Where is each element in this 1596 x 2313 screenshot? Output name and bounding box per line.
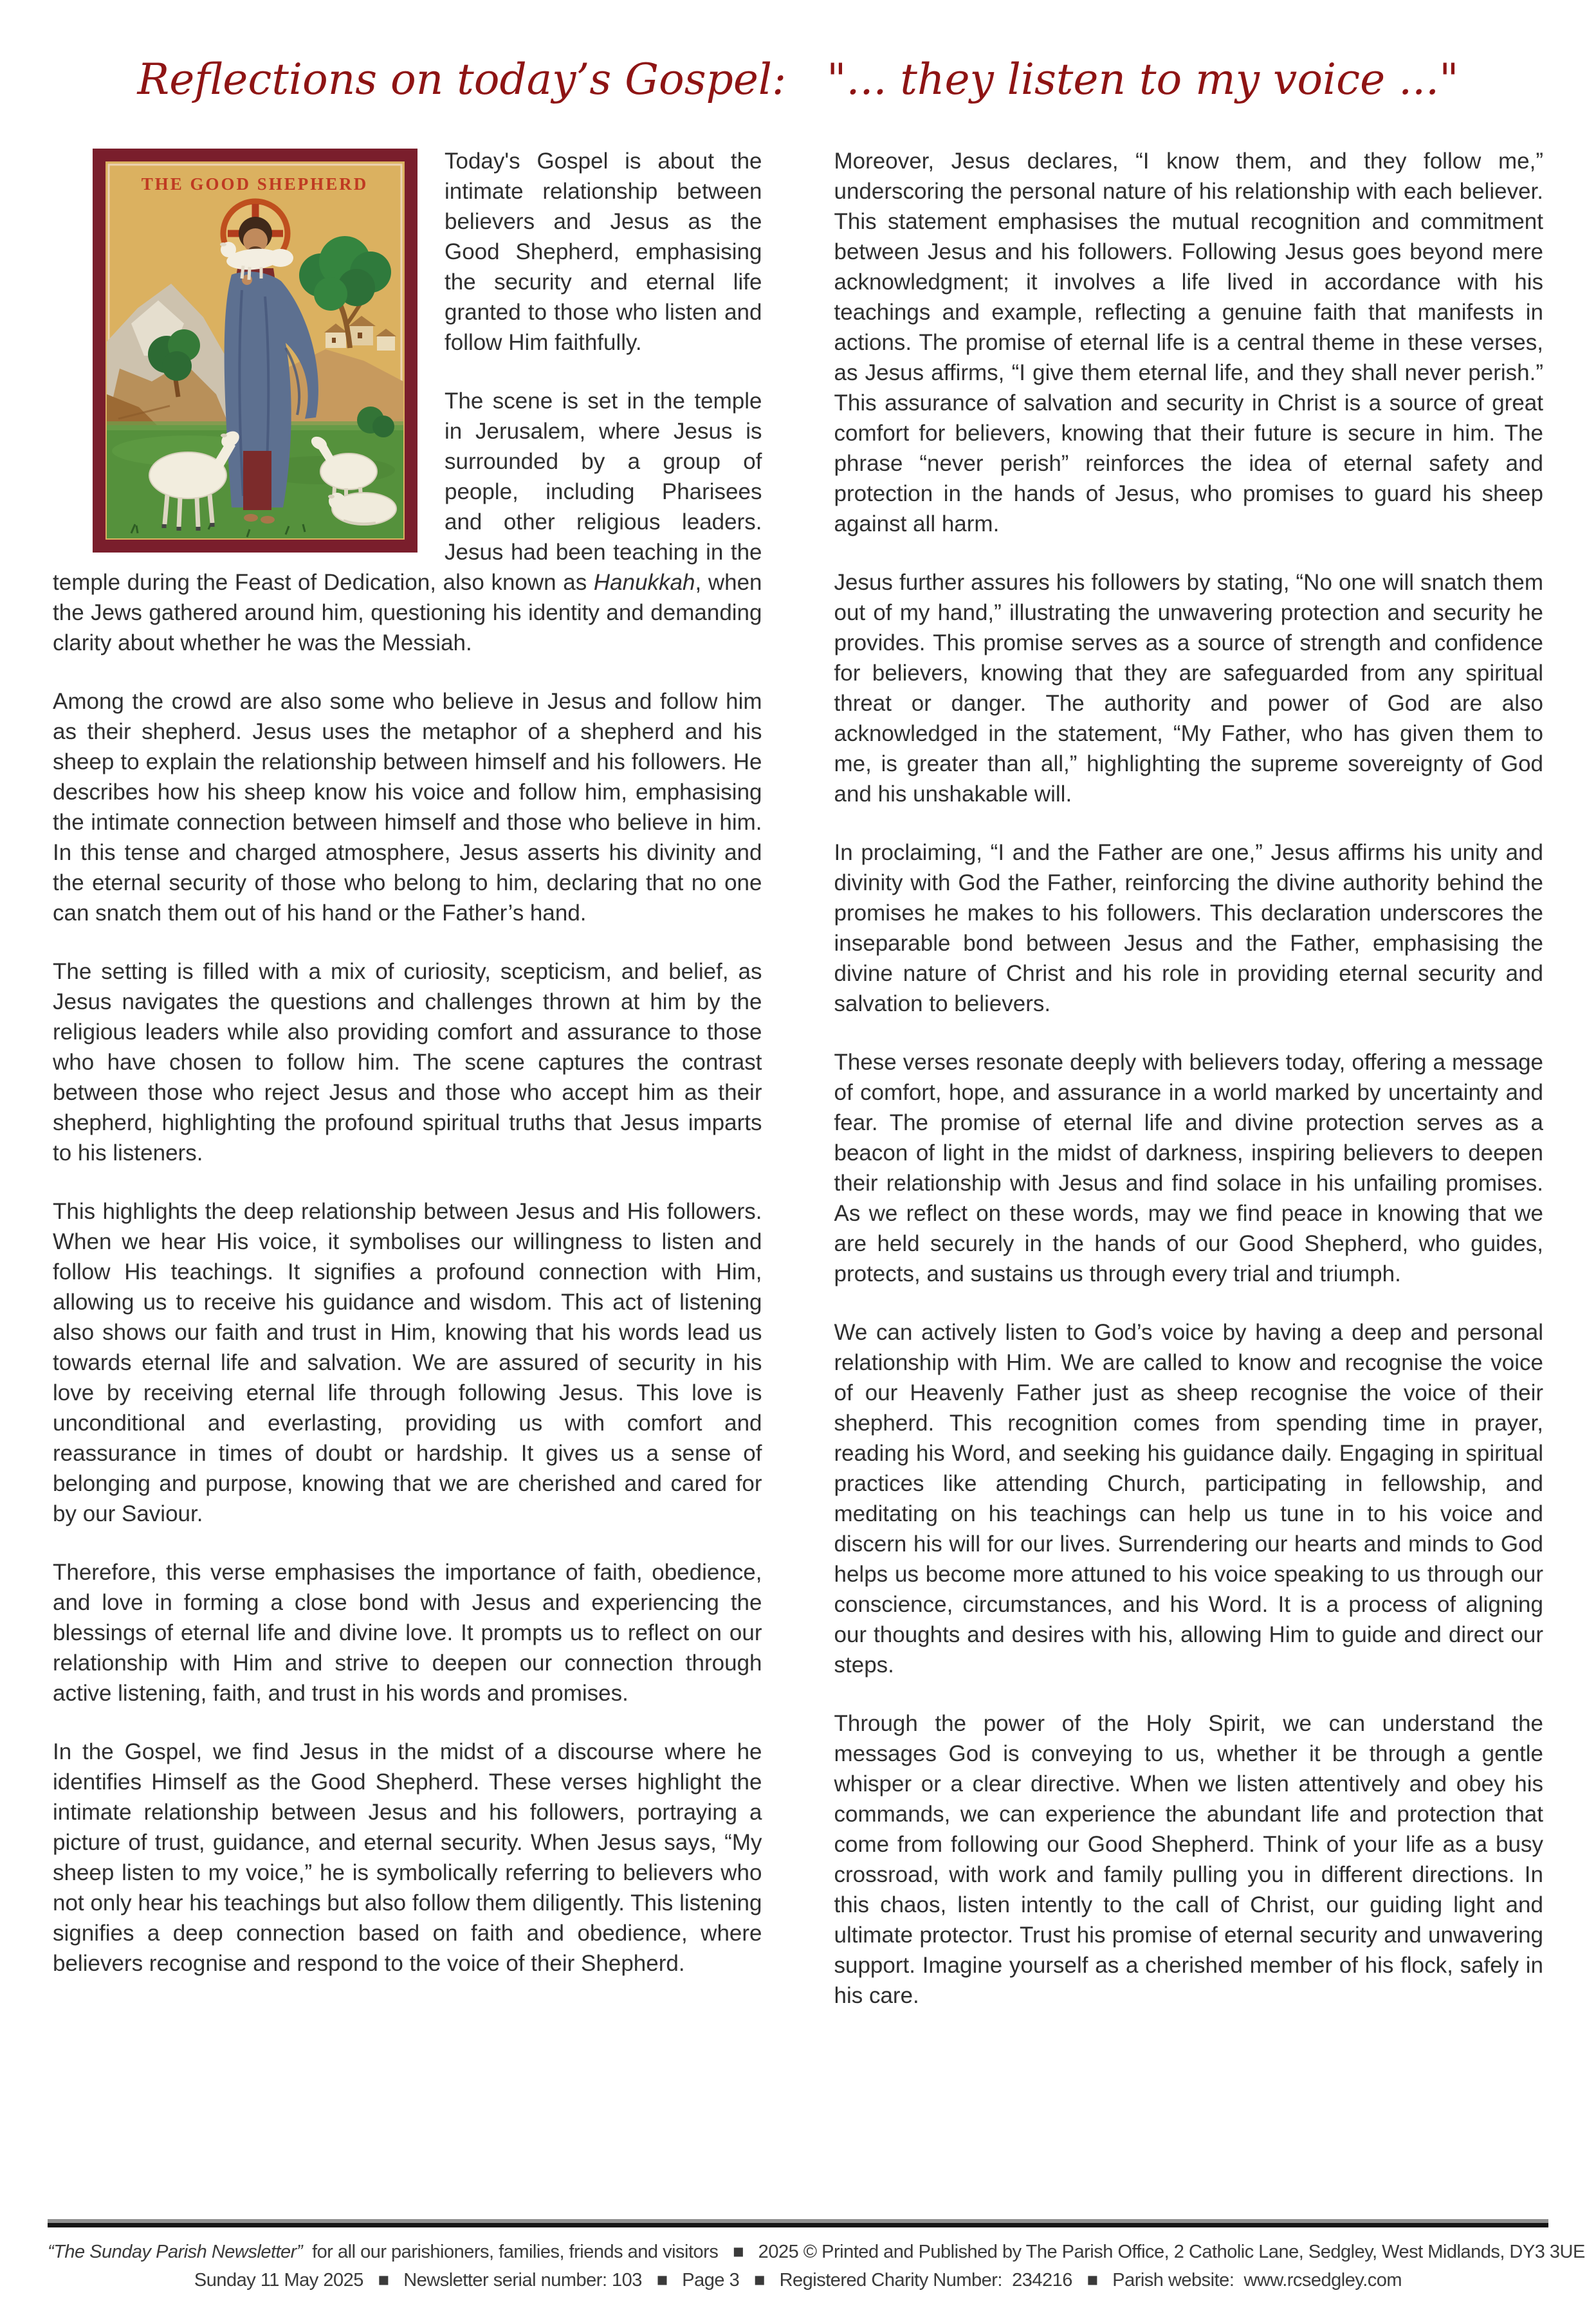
footer-line-1 (48, 2238, 1585, 2266)
paragraph: In the Gospel, we find Jesus in the midst of a discourse where he identifies Himself as the Good Shepherd. These verses highlight the intimate relationship between Jesus and his followers, portraying a picture of trust, guidance, and eternal security. When Jesus says, “My sheep listen to my voice,” he is symbolically referring to believers who not only hear his teachings but also follow them diligently. This listening signifies a deep connection based on faith and obedience, where believers recognise and respond to the voice of their Shepherd. (53, 1739, 762, 1976)
paragraph-text: The scene is set in the temple in Jerusalem, where Jesus is surrounded by a group of people, including Pharisees and other religious leaders. Jesus had been teaching in the temple during the Feast of Dedication, also known as (53, 388, 762, 595)
good-shepherd-icon (93, 149, 417, 553)
footer-divider (48, 2219, 1548, 2227)
paragraph: In proclaiming, “I and the Father are one,” Jesus affirms his unity and divinity with God the Father, reinforcing the divine authority behind the promises he makes to his followers. This declaration underscores the inseparable bond between Jesus and the Father, emphasising the divine nature of Christ and his role in providing eternal security and salvation to believers. (834, 839, 1543, 1016)
paragraph: Through the power of the Holy Spirit, we can understand the messages God is conveying to us, whether it be through a gentle whisper or a clear directive. When we listen attentively and obey his commands, we can experience the abundant life and protection that come from following our Good Shepherd. Think of your life as a busy crossroad, with work and family pulling you in different directions. In this chaos, listen intently to the call of Christ, our guiding light and ultimate protector. Trust his promise of eternal security and unwavering support. Imagine yourself as a cherished member of his flock, safely in his care. (834, 1710, 1543, 2008)
paragraph: Among the crowd are also some who believe in Jesus and follow him as their shepherd. Jesus uses the metaphor of a shepherd and his sheep to explain the relationship between himself and his followers. He describes how his sheep know his voice and follow him, emphasising the intimate connection between himself and those who believe in him. In this tense and charged atmosphere, Jesus asserts his divinity and the eternal security of those who belong to him, declaring that no one can snatch them out of his hand or the Father’s hand. (53, 688, 762, 926)
good-shepherd-image (93, 149, 417, 553)
icon-caption: THE GOOD SHEPHERD (141, 174, 369, 194)
right-column (834, 146, 1544, 2039)
content-columns (53, 146, 1543, 2039)
newsletter-name: “The Sunday Parish Newsletter” (48, 2242, 302, 2262)
paragraph: Today's Gospel is about the intimate relationship between believers and Jesus as the Good Shepherd, emphasising the security and eternal life granted to those who listen and follow Him faithfully. (445, 148, 762, 355)
left-column (53, 146, 762, 2039)
footer-line-2: Sunday 11 May 2025 ■ Newsletter serial number: 103 ■ Page 3 ■ Registered Charity Number: 234216 ■ Parish website: www.rcsedgley.com (194, 2270, 1402, 2290)
paragraph: We can actively listen to God’s voice by having a deep and personal relationship with Him. We are called to know and recognise the voice of our Heavenly Father just as sheep recognise the voice of their shepherd. This recognition comes from spending time in prayer, reading his Word, and seeking his guidance daily. Engaging in spiritual practices like attending Church, participating in fellowship, and meditating on his teachings can help us tune in to his voice and discern his will for our lives. Surrendering our hearts and minds to God helps us become more attuned to his voice speaking to us through our conscience, circumstances, and his Word. It is a process of aligning our thoughts and desires with his, allowing Him to guide and direct our steps. (834, 1319, 1543, 1678)
paragraph: The setting is filled with a mix of curiosity, scepticism, and belief, as Jesus navigates the questions and challenges thrown at him by the religious leaders while also providing comfort and assurance to those who have chosen to follow him. The scene captures the contrast between those who reject Jesus and those who accept him as their shepherd, highlighting the profound spiritual truths that Jesus imparts to his listeners. (53, 958, 762, 1166)
paragraph: Jesus further assures his followers by stating, “No one will snatch them out of my hand,” illustrating the unwavering protection and security he provides. This promise serves as a source of strength and confidence for believers, knowing that they are safeguarded from any spiritual threat or danger. The authority and power of God are also acknowledged in the statement, “My Father, who has given them to me, is greater than all,” highlighting the supreme sovereignty of God and his unshakable will. (834, 569, 1543, 807)
italic-term: Hanukkah (593, 569, 695, 595)
paragraph: Therefore, this verse emphasises the importance of faith, obedience, and love in forming a close bond with Jesus and experiencing the blessings of eternal life and divine love. It prompts us to reflect on our relationship with Him and strive to deepen our connection through active listening, faith, and trust in his words and promises. (53, 1559, 762, 1706)
page-title: Reflections on today’s Gospel: "... they listen to my voice ..." (137, 55, 1459, 104)
paragraph: These verses resonate deeply with believers today, offering a message of comfort, hope, and assurance in a world marked by uncertainty and fear. The promise of eternal life and divine protection serves as a beacon of light in the midst of darkness, inspiring believers to deepen their relationship with Jesus and find solace in his unfailing promises. As we reflect on these words, may we find peace in knowing that we are held securely in the hands of our Good Shepherd, who guides, protects, and sustains us through every trial and triumph. (834, 1049, 1543, 1286)
paragraph-text: , when the Jews gathered around him, questioning his identity and demanding clarity about whether he was the Messiah. (53, 569, 762, 655)
page-footer (48, 2219, 1585, 2294)
footer-line-1-rest: for all our parishioners, families, friends and visitors ■ 2025 © Printed and Published by The Parish Office, 2 Catholic Lane, Sedgley, West Midlands, DY3 3UE (302, 2242, 1585, 2262)
paragraph: Moreover, Jesus declares, “I know them, and they follow me,” underscoring the personal nature of his relationship with each believer. This statement emphasises the mutual recognition and commitment between Jesus and his followers. Following Jesus goes beyond mere acknowledgment; it involves a life lived in accordance with his teachings and example, reflecting a genuine faith that manifests in actions. The promise of eternal life is a central theme in these verses, as Jesus affirms, “I give them eternal life, and they shall never perish.” This assurance of salvation and security in Christ is a source of great comfort for believers, knowing that their future is secure in him. The phrase “never perish” reinforces the idea of eternal safety and protection in the hands of Jesus, who promises to guard his sheep against all harm. (834, 148, 1543, 536)
paragraph: This highlights the deep relationship between Jesus and His followers. When we hear His voice, it symbolises our willingness to listen and follow His teachings. It signifies a profound connection with Him, allowing us to receive his guidance and wisdom. This act of listening also shows our faith and trust in Him, knowing that his words lead us towards eternal life and salvation. We are assured of security in his love by receiving eternal life through following Jesus. This love is unconditional and everlasting, providing us with comfort and reassurance in times of doubt or hardship. It gives us a sense of belonging and purpose, knowing that we are cherished and cared for by our Saviour. (53, 1198, 762, 1526)
newsletter-page (0, 55, 1596, 2290)
